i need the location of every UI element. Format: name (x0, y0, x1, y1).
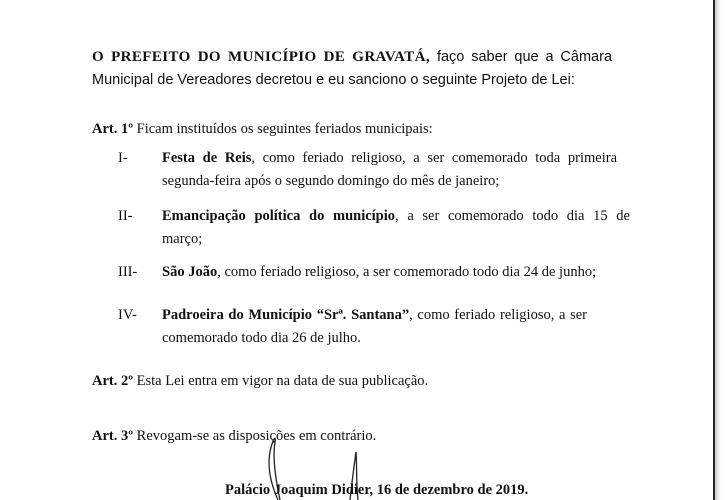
article-1-label: Art. 1º (92, 121, 134, 137)
item-4 (162, 304, 622, 350)
item-2-title: Emancipação política do município (162, 208, 396, 224)
article-2-text: Esta Lei entra em vigor na data de sua publicação. (136, 373, 429, 389)
item-2-line1: , a ser comemorado todo dia 15 de (395, 208, 630, 224)
item-4-number: IV- (118, 307, 137, 323)
item-4-line2: comemorado todo dia 26 de julho. (162, 330, 361, 346)
item-3-title: São João (162, 264, 218, 280)
page-edge (713, 0, 715, 500)
intro-text-1: faço saber que a Câmara (436, 49, 613, 65)
article-1-text: Ficam instituídos os seguintes feriados municipais: (136, 121, 433, 137)
item-1-number: I- (118, 150, 128, 166)
item-4-title: Padroeira do Município “Srª. Santana” (162, 307, 410, 323)
article-2 (92, 373, 428, 390)
page-edge-shadow (715, 0, 721, 500)
item-1 (162, 147, 622, 193)
closing-place-date: Palácio Joaquim Didier, 16 de dezembro de 2019. (225, 482, 529, 498)
item-1-line1: , como feriado religioso, a ser comemorado toda primeira (251, 150, 617, 166)
item-2-number: II- (118, 208, 133, 224)
intro-paragraph (92, 46, 612, 92)
item-1-line2: segunda-feira após o segundo domingo do mês de janeiro; (162, 173, 500, 189)
article-1 (92, 121, 433, 138)
article-3-text: Revogam-se as disposições em contrário. (136, 428, 377, 444)
article-2-label: Art. 2º (92, 373, 134, 389)
item-3-line1: , como feriado religioso, a ser comemorado todo dia 24 de junho; (217, 264, 597, 280)
item-3 (162, 261, 622, 284)
item-3-number: III- (118, 264, 138, 280)
intro-text-2: Municipal de Vereadores decretou e eu sanciono o seguinte Projeto de Lei: (92, 72, 575, 88)
item-4-line1: , como feriado religioso, a ser (409, 307, 588, 323)
mayor-title: O PREFEITO DO MUNICÍPIO DE GRAVATÁ, (92, 49, 431, 65)
item-1-title: Festa de Reis (162, 150, 252, 166)
item-2-line2: março; (162, 231, 203, 247)
article-3-label: Art. 3º (92, 428, 134, 444)
item-2 (162, 205, 630, 251)
